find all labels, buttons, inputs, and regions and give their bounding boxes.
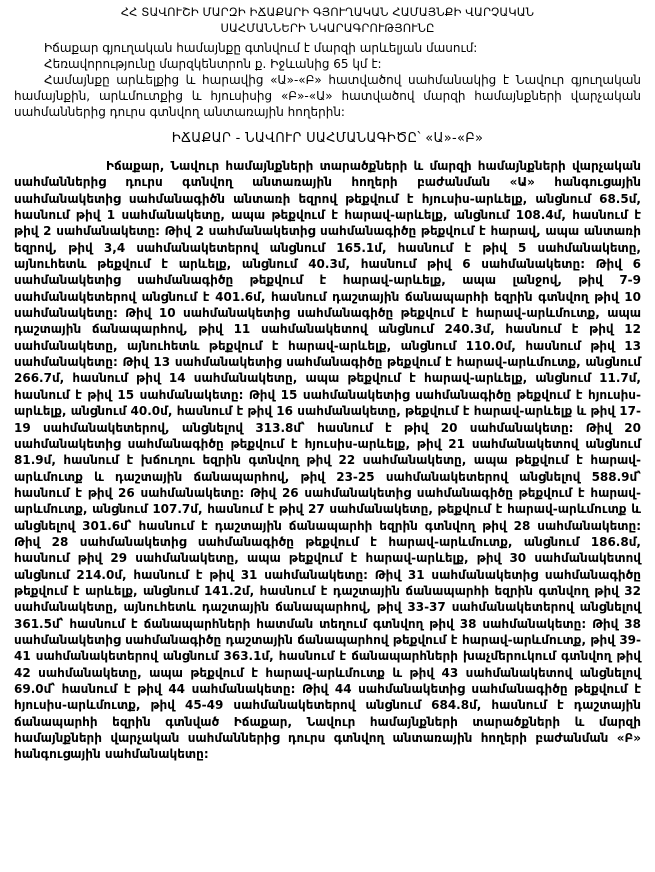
intro-block bbox=[14, 40, 641, 120]
intro-distance: Հեռավորությունը մարզկենտրոն ք. Իջևանից 65 կմ է: bbox=[44, 57, 382, 71]
document-title bbox=[14, 4, 641, 36]
title-line-2: ՍԱՀՄԱՆՆԵՐԻ ՆԿԱՐԱԳՐՈՒԹՅՈՒՆԸ bbox=[220, 21, 435, 35]
title-line-1: ՀՀ ՏԱՎՈՒՇԻ ՄԱՐԶԻ ԻՃԱՔԱՐԻ ԳՅՈՒՂԱԿԱՆ ՀԱՄԱՅՆՔԻ ՎԱՐՉԱԿԱՆ bbox=[120, 5, 535, 19]
boundary-description: Իճաքար, Նավուր համայնքների տարածքների և մարզի համայնքների վարչական սահմաններից դուրս գտնվող անտառային հողերի բաժանման «Ա» հանգուցային սահմանակետից սահմանագիծն անտառի եզրով թեքվում է հյուսիս-արևելք, անցնում 68.5մ, հասնում թիվ 1 սահմանակետը, ապա թեքվում է հարավ-արևելք, անցնում 108.4մ, հասնում է թիվ 2 սահմանակետը: Թիվ 2 սահմանակետից սահմանագիծը թեքվում է հարավ, ապա անտառի եզրով, թիվ 3,4 սահմանակետերով անցնում 165.1մ, հասնում է թիվ 5 սահմանակետը, այնուհետև թեքվում է արևելք, անցնում 40.3մ, հասնում թիվ 6 սահմանակետը: Թիվ 6 սահմանակետից սահմանագիծը թեքվում է հարավ-արևելք, ապա լանջով, թիվ 7-9 սահմանակետերով անցնում է 401.6մ, հասնում դաշտային ճանապարհի եզրին գտնվող թիվ 10 սահմանակետը: Թիվ 10 սահմանակետից սահմանագիծը թեքվում է հարավ-արևմուտք, ապա դաշտային ճանապարհով, թիվ 11 սահմանակետով անցնում 240.3մ, հասնում է թիվ 12 սահմանակետը, այնուհետև թեքվում է հարավ-արևելք, անցնում 110.0մ, հասնում թիվ 13 սահմանակետը: Թիվ 13 սահմանակետից սահմանագիծը թեքվում է հարավ-արևմուտք, անցնում 266.7մ, հասնում թիվ 14 սահմանակետը, ապա թեքվում է հարավ-արևելք, անցնում 11.7մ, հասնում է թիվ 15 սահմանակետը: Թիվ 15 սահմանակետից սահմանագիծը թեքվում է հյուսիս-արևելք, անցնում 40.0մ, հասնում է թիվ 16 սահմանակետը, թեքվում է հարավ-արևելք և թիվ 17-19 սահմանակետերով, անցնելով 313.8մ՝ հասնում է թիվ 20 սահմանակետը: Թիվ 20 սահմանակետից սահմանագիծը թեքվում է հյուսիս-արևելք, թիվ 21 սահմանակետով անցնում 81.9մ, հասնում է խճուղու եզրին գտնվող թիվ 22 սահմանակետը, ապա թեքվում է հարավ-արևմուտք և դաշտային ճանապարհով, թիվ 23-25 սահմանակետերով անցնելով 588.9մ՝ հասնում է թիվ 26 սահմանակետը: Թիվ 26 սահմանակետից սահմանագիծը թեքվում է հարավ-արևմուտք, անցնում 107.7մ, հասնում է թիվ 27 սահմանակետը, թեքվում է հարավ-արևմուտք և անցնելով 301.6մ՝ հասնում է դաշտային ճանապարհի եզրին գտնվող թիվ 28 սահմանակետը: Թիվ 28 սահմանակետից սահմանագիծը թեքվում է հարավ-արևմուտք, անցնում 186.8մ, հասնում թիվ 29 սահմանակետը, ապա թեքվում է հարավ-արևելք, թիվ 30 սահմանակետով անցնում 214.0մ, հասնում է թիվ 31 սահմանակետը: Թիվ 31 սահմանակետից սահմանագիծը թեքվում է արևելք, անցնում 141.2մ, հասնում է դաշտային ճանապարհի եզրին գտնվող թիվ 32 սահմանակետը, այնուհետև դաշտային ճանապարհով, թիվ 33-37 սահմանակետերով անցնելով 361.5մ՝ հասնում է ճանապարհների հատման տեղում գտնվող թիվ 38 սահմանակետը: Թիվ 38 սահմանակետից սահմանագիծը դաշտային ճանապարհով թեքվում է հարավ-արևմուտք, թիվ 39-41 սահմանակետերով անցնում 363.1մ, հասնում է ճանապարհների խաչմերուկում գտնվող թիվ 42 սահմանակետը, ապա թեքվում է հարավ-արևմուտք և թիվ 43 սահմանակետով անցնելով 69.0մ՝ հասնում է թիվ 44 սահմանակետը: Թիվ 44 սահմանակետից սահմանագիծը թեքվում է հյուսիս-արևմուտք, թիվ 45-49 սահմանակետերով անցնում 684.8մ, հասնում է դաշտային ճանապարհի եզրին գտնված Իճաքար, Նավուր համայնքների տարածքների և մարզի համայնքների վարչական սահմաններից դուրս գտնվող անտառային հողերի բաժանման «Բ» հանգուցային սահմանակետը: bbox=[14, 159, 641, 762]
intro-neighbors: Համայնքը արևելքից և հարավից «Ա»-«Բ» հատվածով սահմանակից է Նավուր գյուղական համայնքին, արևմուտքից և հյուսիսից «Բ»-«Ա» հատվածով մարզի համայնքների վարչական սահմաններից դուրս գտնվող անտառային հողերին: bbox=[14, 73, 641, 119]
intro-location: Իճաքար գյուղական համայնքը գտնվում է մարզի արևելյան մասում: bbox=[44, 41, 478, 55]
section-heading: ԻՃԱՔԱՐ - ՆԱՎՈՒՐ ՍԱՀՄԱՆԱԳԻԾԸ՝ «Ա»-«Բ» bbox=[171, 131, 484, 146]
